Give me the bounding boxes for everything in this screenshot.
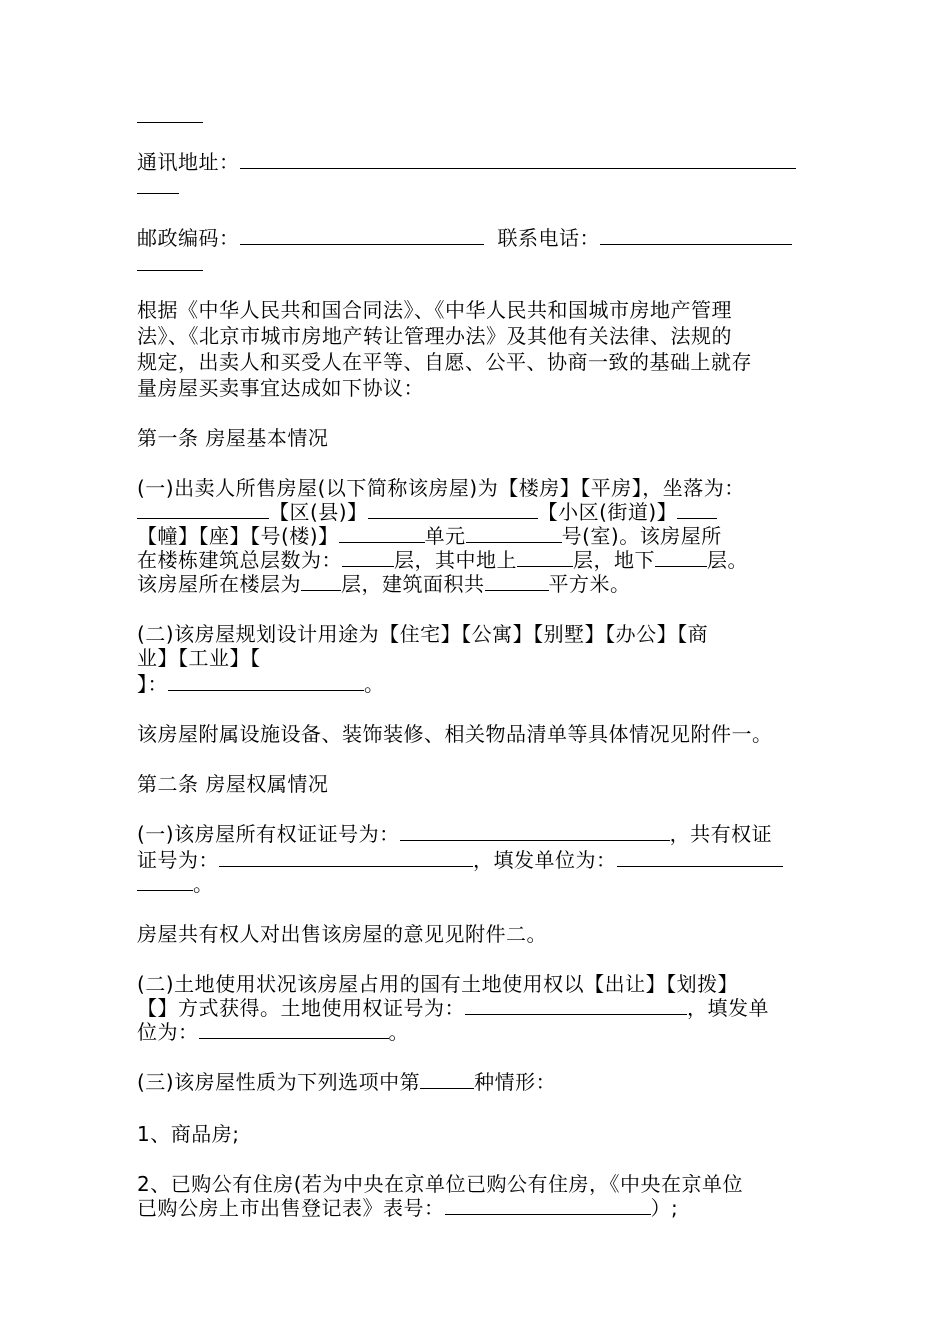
area-unit: 平方米。	[548, 572, 631, 596]
article2-p4	[137, 1070, 556, 1094]
period: 。	[364, 672, 385, 696]
article2-p1-line2	[137, 848, 783, 872]
article2-p1-line1	[137, 822, 772, 846]
land-cert-label: 【】方式获得。土地使用权证号为：	[137, 996, 465, 1020]
district-blank[interactable]	[137, 500, 269, 519]
article1-p3: 该房屋附属设施设备、装饰装修、相关物品清单等具体情况见附件一。	[137, 722, 773, 746]
community-blank[interactable]	[368, 500, 538, 519]
postcode-label: 邮政编码：	[137, 226, 240, 250]
article1-p2-line2: 业】【工业】【	[137, 646, 261, 670]
article2-p1-line3	[137, 872, 214, 896]
fill-line	[137, 270, 203, 271]
building-label: 【幢】【座】【号(楼)】	[137, 524, 339, 548]
issuer-blank-cont[interactable]	[137, 872, 193, 891]
intro-line: 法》、《北京市城市房地产转让管理办法》及其他有关法律、法规的	[137, 324, 732, 348]
room-label: 号(室)。该房屋所	[561, 524, 722, 548]
community-label: 【小区(街道)】	[537, 500, 678, 524]
fill-line	[137, 122, 203, 123]
article1-p1-line3	[137, 524, 722, 548]
article2-p3-line3	[137, 1020, 409, 1044]
article2-p3-line2	[137, 996, 769, 1020]
article1-p1-line5	[137, 572, 631, 596]
article1-p1-line2	[137, 500, 717, 524]
option-item-1: 1、商品房;	[137, 1122, 240, 1146]
nature-blank[interactable]	[420, 1070, 474, 1089]
usage-other-label: 】：	[137, 672, 168, 696]
phone-label: 联系电话：	[497, 226, 600, 250]
address-label: 通讯地址：	[137, 150, 240, 174]
item-end: ）;	[650, 1196, 679, 1220]
total-floors-label: 在楼栋建筑总层数为：	[137, 548, 342, 572]
co-ownership-blank[interactable]	[219, 848, 473, 867]
option-item-2-line2	[137, 1196, 678, 1220]
article2-title: 第二条 房屋权属情况	[137, 772, 329, 796]
issuer-label: ，填发单位为：	[473, 848, 617, 872]
ownership-cert-label: (一)该房屋所有权证证号为：	[137, 822, 400, 846]
register-form-blank[interactable]	[445, 1196, 651, 1215]
article1-p2-line1: (二)该房屋规划设计用途为【住宅】【公寓】【别墅】【办公】【商	[137, 622, 709, 646]
period: 。	[193, 872, 214, 896]
below-ground-blank[interactable]	[655, 548, 707, 567]
total-floors-blank[interactable]	[342, 548, 394, 567]
below-ground-label: 层，地下	[573, 548, 655, 572]
article1-title: 第一条 房屋基本情况	[137, 426, 329, 450]
article2-p2: 房屋共有权人对出售该房屋的意见见附件二。	[137, 922, 547, 946]
area-label: 层，建筑面积共	[341, 572, 485, 596]
period: 。	[388, 1020, 409, 1044]
land-cert-blank[interactable]	[465, 996, 687, 1015]
intro-line: 量房屋买卖事宜达成如下协议：	[137, 376, 424, 400]
co-ownership-no-label: 证号为：	[137, 848, 219, 872]
building-no-blank[interactable]	[339, 524, 425, 543]
article1-p2-line3	[137, 672, 385, 696]
land-issuer-label: ，填发单	[687, 996, 769, 1020]
street-blank[interactable]	[677, 500, 717, 519]
unit-blank[interactable]	[466, 524, 562, 543]
option-item-2-line1: 2、已购公有住房(若为中央在京单位已购公有住房，《中央在京单位	[137, 1172, 744, 1196]
phone-blank[interactable]	[600, 226, 792, 245]
article2-p3-line1: (二)土地使用状况该房屋占用的国有土地使用权以【出让】【划拨】	[137, 972, 739, 996]
nature-suffix: 种情形：	[474, 1070, 557, 1094]
postcode-phone-line	[137, 226, 792, 250]
article1-p1-line1: (一)出卖人所售房屋(以下简称该房屋)为【楼房】【平房】，坐落为：	[137, 476, 745, 500]
unit-label: 单元	[424, 524, 466, 548]
address-line	[137, 150, 796, 174]
fill-line	[137, 193, 179, 194]
postcode-blank[interactable]	[240, 226, 484, 245]
district-label: 【区(县)】	[269, 500, 368, 524]
ownership-cert-blank[interactable]	[400, 822, 670, 841]
floor-blank[interactable]	[301, 572, 341, 591]
register-form-label: 已购公房上市出售登记表》表号：	[137, 1196, 445, 1220]
land-issuer-blank[interactable]	[199, 1020, 389, 1039]
above-ground-label: 层，其中地上	[394, 548, 517, 572]
floors-suffix: 层。	[707, 548, 748, 572]
address-blank[interactable]	[240, 150, 796, 169]
nature-label: (三)该房屋性质为下列选项中第	[137, 1070, 421, 1094]
area-blank[interactable]	[485, 572, 549, 591]
co-ownership-label: ，共有权证	[669, 822, 773, 846]
intro-line: 根据《中华人民共和国合同法》、《中华人民共和国城市房地产管理	[137, 298, 732, 322]
land-issuer-label-cont: 位为：	[137, 1020, 199, 1044]
floor-label: 该房屋所在楼层为	[137, 572, 301, 596]
issuer-blank[interactable]	[617, 848, 783, 867]
intro-line: 规定，出卖人和买受人在平等、自愿、公平、协商一致的基础上就存	[137, 350, 752, 374]
usage-other-blank[interactable]	[168, 672, 364, 691]
above-ground-blank[interactable]	[517, 548, 573, 567]
article1-p1-line4	[137, 548, 748, 572]
